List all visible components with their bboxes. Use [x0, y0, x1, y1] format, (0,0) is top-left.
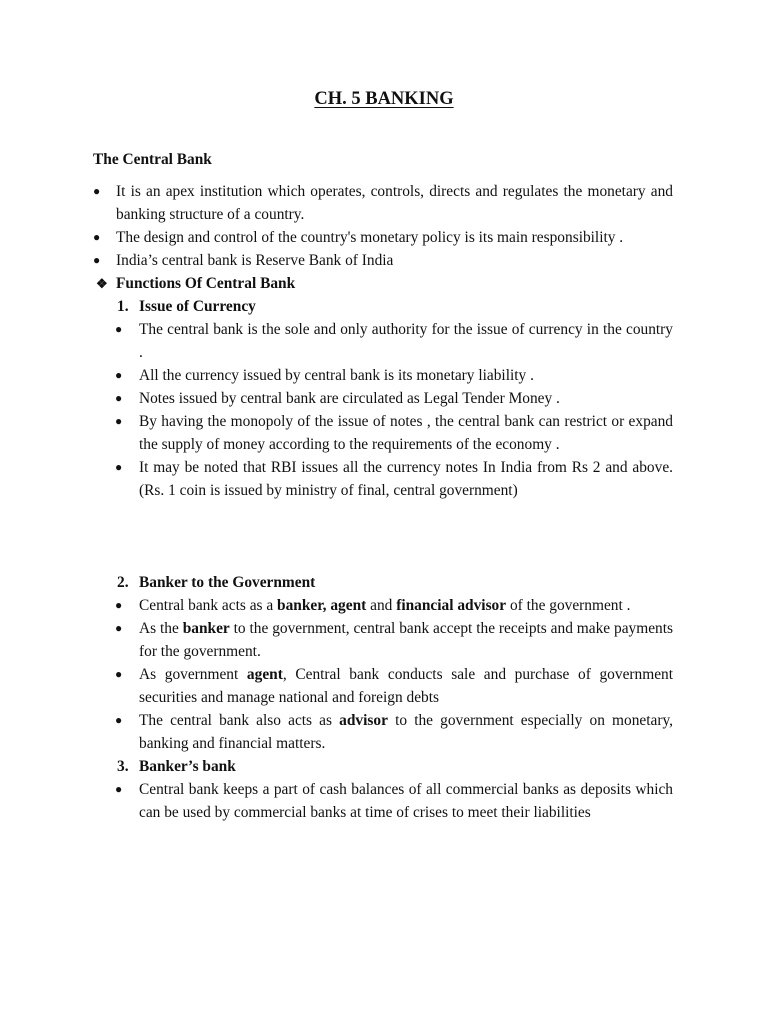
bullet-icon: ● — [115, 713, 123, 727]
document-body — [0, 180, 768, 824]
bullet-text: Central bank keeps a part of cash balances of all commercial banks as deposits which can be used by commercial banks at time of crises to meet their liabilities — [139, 781, 673, 821]
bullet-text: It may be noted that RBI issues all the currency notes In India from Rs 2 and above. (Rs. 1 coin is issued by ministry of final, central government) — [139, 459, 673, 499]
bullet-icon: ● — [115, 782, 123, 796]
function-2-bullet-1 — [115, 594, 673, 617]
bullet-bold-text: financial advisor — [396, 597, 507, 614]
bullet-bold-text: banker, agent — [277, 597, 367, 614]
bullet-icon: ● — [115, 621, 123, 635]
function-1-bullet-4 — [115, 410, 673, 456]
bullet-text-part: and — [366, 597, 397, 614]
bullet-icon: ● — [115, 391, 123, 405]
bullet-icon: ● — [115, 460, 123, 474]
section-heading: The Central Bank — [93, 151, 212, 168]
function-number: 3. — [117, 758, 129, 775]
function-3-bullet-1 — [115, 778, 673, 824]
bullet-icon: ● — [115, 667, 123, 681]
bullet-icon: ● — [115, 322, 123, 336]
functions-heading-text: Functions Of Central Bank — [116, 275, 296, 292]
function-2-heading — [117, 571, 768, 594]
bullet-bold-text: advisor — [339, 712, 388, 729]
bullet-text-part: , Central bank conducts sale and purchase of government securities and manage national and foreign debts — [139, 666, 673, 706]
function-2-bullet-3 — [115, 663, 673, 709]
intro-bullet-1 — [93, 180, 673, 226]
bullet-bold-text: agent — [246, 666, 283, 683]
bullet-text-part: of the government . — [506, 597, 631, 614]
bullet-icon: ● — [93, 184, 101, 198]
function-1-heading — [117, 295, 768, 318]
bullet-text: It is an apex institution which operates, controls, directs and regulates the monetary and banking structure of a country. — [116, 183, 673, 223]
function-number: 1. — [117, 298, 129, 315]
bullet-icon: ● — [93, 253, 101, 267]
bullet-text-part: The central bank also acts as — [139, 712, 340, 729]
bullet-text: By having the monopoly of the issue of notes , the central bank can restrict or expand the supply of money according to the requirements of the economy . — [139, 413, 673, 453]
bullet-text: Notes issued by central bank are circulated as Legal Tender Money . — [139, 390, 560, 407]
bullet-icon: ● — [115, 598, 123, 612]
function-number: 2. — [117, 574, 129, 591]
bullet-text: India’s central bank is Reserve Bank of India — [116, 252, 394, 269]
function-3-heading — [117, 755, 768, 778]
bullet-icon: ● — [115, 368, 123, 382]
bullet-text-part: As the — [139, 620, 183, 637]
function-1-bullet-1 — [115, 318, 673, 364]
bullet-icon: ● — [115, 414, 123, 428]
intro-bullet-3 — [93, 249, 673, 272]
page-title: CH. 5 BANKING — [314, 89, 454, 109]
diamond-bullet-icon: ❖ — [96, 276, 108, 291]
intro-bullet-2 — [93, 226, 673, 249]
bullet-text: The design and control of the country's monetary policy is its main responsibility . — [116, 229, 624, 246]
bullet-bold-text: banker — [182, 620, 230, 637]
bullet-text-part: to the government especially on monetary, banking and financial matters. — [139, 712, 674, 752]
function-title: Issue of Currency — [139, 298, 256, 315]
function-title: Banker’s bank — [139, 758, 236, 775]
bullet-text-part: As government — [139, 666, 247, 683]
function-2-bullet-2 — [115, 617, 673, 663]
bullet-text: All the currency issued by central bank is its monetary liability . — [139, 367, 534, 384]
function-1-bullet-2 — [115, 364, 673, 387]
function-1-bullet-5 — [115, 456, 673, 502]
function-title: Banker to the Government — [139, 574, 316, 591]
function-2-bullet-4 — [115, 709, 674, 755]
functions-heading — [96, 272, 768, 295]
spacer — [0, 502, 768, 571]
bullet-text-part: to the government, central bank accept the receipts and make payments for the government. — [139, 620, 673, 660]
bullet-text-part: Central bank acts as a — [139, 597, 278, 614]
bullet-icon: ● — [93, 230, 101, 244]
bullet-text: The central bank is the sole and only authority for the issue of currency in the country . — [139, 321, 673, 361]
function-1-bullet-3 — [115, 387, 673, 410]
